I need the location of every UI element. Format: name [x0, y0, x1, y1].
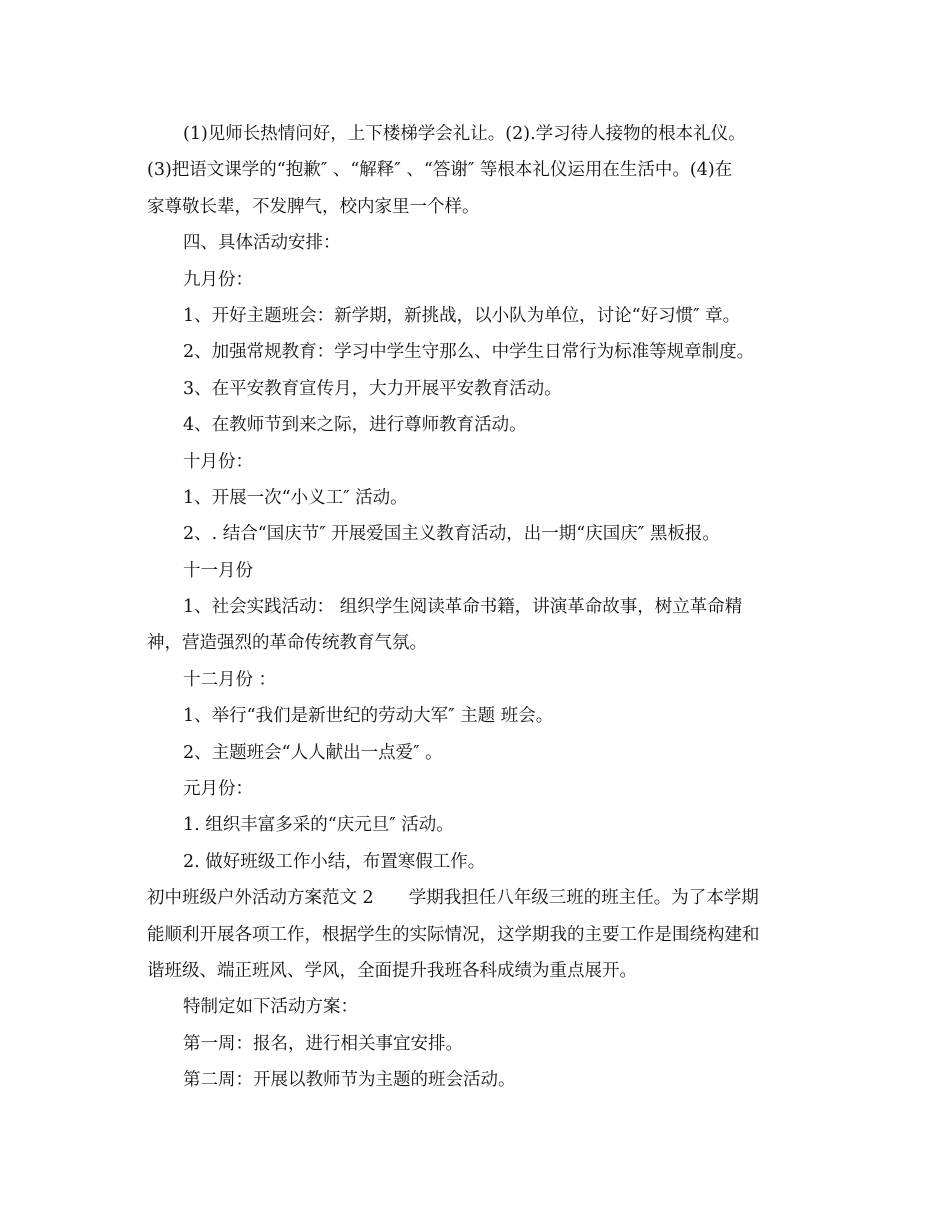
- section-heading: 四、具体活动安排：: [183, 233, 341, 254]
- month-heading: 十月份：: [183, 451, 253, 472]
- month-heading: 九月份：: [183, 269, 253, 290]
- month-heading: 元月份：: [183, 779, 253, 800]
- document-body: [147, 116, 802, 1099]
- list-item: 1、举行“我们是新世纪的劳动大军″ 主题 班会。: [183, 706, 554, 727]
- week-item: 第二周：开展以教师节为主题的班会活动。: [183, 1070, 516, 1091]
- list-item: 2、. 结合“国庆节″ 开展爱国主义教育活动，出一期“庆国庆″ 黑板报。: [183, 524, 720, 545]
- month-heading: 十一月份: [183, 560, 253, 581]
- paragraph-line: (3)把语文课学的“抱歉″ 、“解释″ 、“答谢″ 等根本礼仪运用在生活中。(4)在: [147, 160, 733, 181]
- list-item: 2、主题班会“人人献出一点爱″ 。: [183, 742, 443, 763]
- list-item: 3、在平安教育宣传月，大力开展平安教育活动。: [183, 378, 562, 399]
- list-item: 2. 做好班级工作小结，布置寒假工作。: [183, 851, 486, 872]
- paragraph-line: 谐班级、端正班风、学风，全面提升我班各科成绩为重点展开。: [147, 960, 637, 981]
- week-item: 第一周：报名，进行相关事宜安排。: [183, 1033, 463, 1054]
- list-item: 4、在教师节到来之际，进行尊师教育活动。: [183, 415, 527, 436]
- paragraph-line: 能顺利开展各项工作，根据学生的实际情况，这学期我的主要工作是围绕构建和: [147, 924, 760, 945]
- list-item: 1、社会实践活动： 组织学生阅读革命书籍，讲演革命故事，树立革命精: [183, 597, 743, 618]
- paragraph-line: (1)见师长热情问好，上下楼梯学会礼让。(2).学习待人接物的根本礼仪。: [183, 124, 746, 144]
- paragraph-line: 家尊敬长辈，不发脾气，校内家里一个样。: [147, 196, 480, 217]
- month-heading: 十二月份 ：: [183, 669, 277, 690]
- list-item-continuation: 神，营造强烈的革命传统教育气氛。: [147, 633, 427, 654]
- list-item: 2、加强常规教育：学习中学生守那么、中学生日常行为标准等规章制度。: [183, 342, 755, 363]
- list-item: 1、开展一次“小义工″ 活动。: [183, 487, 408, 508]
- paragraph-line: 初中班级户外活动方案范文 2 学期我担任八年级三班的班主任。为了本学期: [147, 888, 759, 909]
- list-item: 1. 组织丰富多采的“庆元旦″ 活动。: [183, 815, 454, 836]
- paragraph-line: 特制定如下活动方案：: [183, 997, 358, 1018]
- list-item: 1、开好主题班会：新学期，新挑战，以小队为单位，讨论“好习惯″ 章。: [183, 305, 741, 326]
